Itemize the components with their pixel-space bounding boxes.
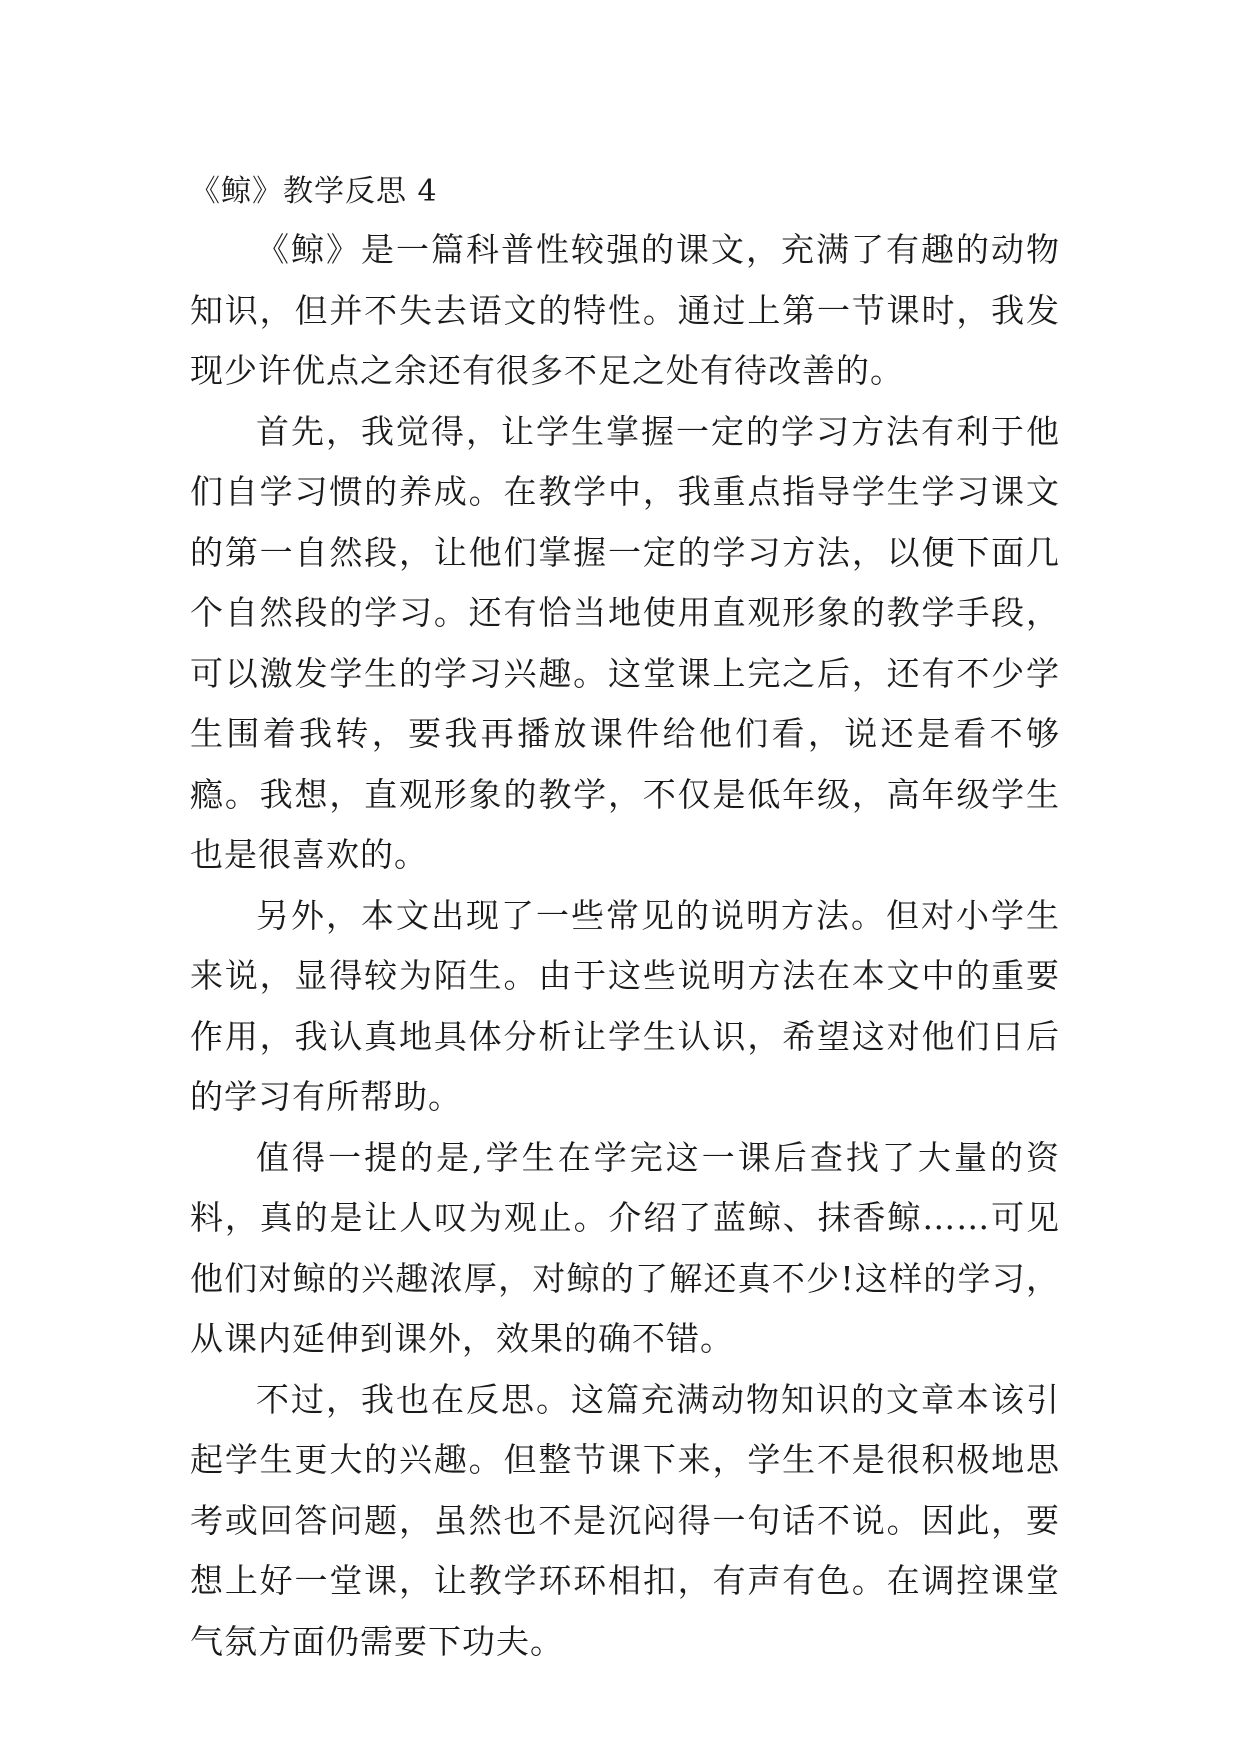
paragraph-2: 首先，我觉得，让学生掌握一定的学习方法有利于他们自学习惯的养成。在教学中，我重点指导学生学习课文的第一自然段，让他们掌握一定的学习方法，以便下面几个自然段的学习。还有恰当地使用直观形象的教学手段，可以激发学生的学习兴趣。这堂课上完之后，还有不少学生围着我转，要我再播放课件给他们看，说还是看不够瘾。我想，直观形象的教学，不仅是低年级，高年级学生也是很喜欢的。 bbox=[190, 411, 1060, 874]
paragraph-5: 不过，我也在反思。这篇充满动物知识的文章本该引起学生更大的兴趣。但整节课下来，学生不是很积极地思考或回答问题，虽然也不是沉闷得一句话不说。因此，要想上好一堂课，让教学环环相扣，有声有色。在调控课堂气氛方面仍需要下功夫。 bbox=[190, 1379, 1060, 1661]
paragraph-3: 另外，本文出现了一些常见的说明方法。但对小学生来说，显得较为陌生。由于这些说明方法在本文中的重要作用，我认真地具体分析让学生认识，希望这对他们日后的学习有所帮助。 bbox=[190, 895, 1060, 1116]
document-body bbox=[190, 220, 1060, 1672]
document-title: 《鲸》教学反思 4 bbox=[190, 174, 438, 209]
paragraph-4: 值得一提的是,学生在学完这一课后查找了大量的资料，真的是让人叹为观止。介绍了蓝鲸、抹香鲸……可见他们对鲸的兴趣浓厚，对鲸的了解还真不少!这样的学习，从课内延伸到课外，效果的确不错。 bbox=[190, 1137, 1060, 1358]
paragraph-1: 《鲸》是一篇科普性较强的课文，充满了有趣的动物知识，但并不失去语文的特性。通过上第一节课时，我发现少许优点之余还有很多不足之处有待改善的。 bbox=[190, 230, 1060, 390]
